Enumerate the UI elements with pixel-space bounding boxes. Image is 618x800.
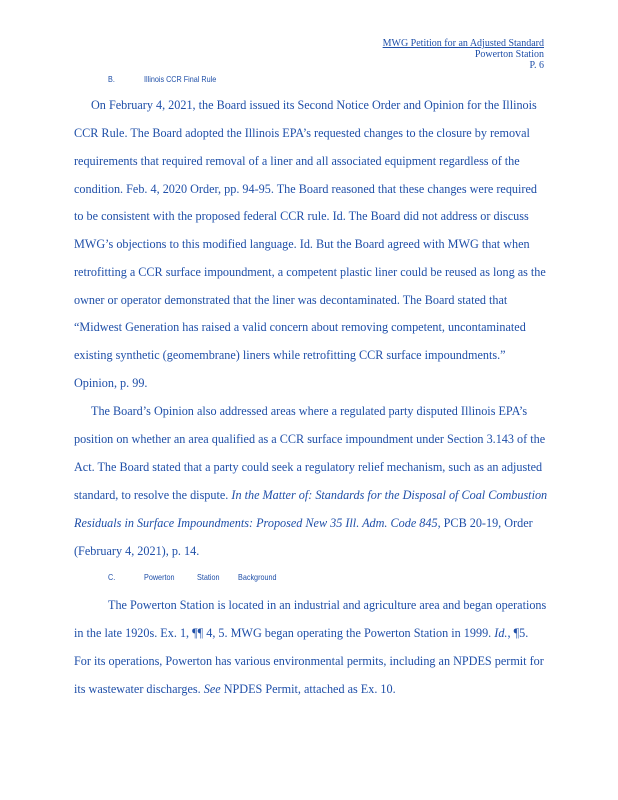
- text-line: Act. The Board stated that a party could seek a regulatory relief mechanism, such as an adjusted: [74, 460, 543, 474]
- text-line: condition. Feb. 4, 2020 Order, pp. 94-95. The Board reasoned that these changes were required: [74, 182, 537, 196]
- section-c-title-1: Powerton: [144, 572, 175, 582]
- section-c-title-3: Background: [238, 572, 277, 582]
- text-line: position on whether an area qualified as a CCR surface impoundment under Section 3.143 of the: [74, 432, 546, 446]
- section-c-letter: C.: [108, 572, 116, 582]
- text-line: requirements that required removal of a liner and all associated equipment regardless of the: [74, 154, 520, 168]
- id-citation: Id.: [494, 626, 508, 640]
- case-citation: In the Matter of: Standards for the Disposal of Coal Combustion: [231, 488, 548, 502]
- text-line: [74, 488, 547, 503]
- text-line: existing synthetic (geomembrane) liners while retrofitting CCR surface impoundments.”: [74, 348, 506, 362]
- text-line: MWG’s objections to this modified language. Id. But the Board agreed with MWG that when: [74, 237, 530, 251]
- text-run: , ¶5.: [507, 626, 529, 640]
- text-run: NPDES Permit, attached as Ex. 10.: [220, 682, 396, 696]
- text-run: in the late 1920s. Ex. 1, ¶¶ 4, 5. MWG began operating the Powerton Station in 1999.: [74, 626, 495, 640]
- text-line: [74, 516, 533, 531]
- text-run: , PCB 20-19, Order: [437, 516, 533, 530]
- section-b-letter: B.: [108, 74, 115, 84]
- text-run: its wastewater discharges.: [74, 682, 204, 696]
- running-header-station: Powerton Station: [474, 49, 544, 60]
- text-line: CCR Rule. The Board adopted the Illinois EPA’s requested changes to the closure by removal: [74, 126, 530, 140]
- text-line: For its operations, Powerton has various environmental permits, including an NPDES permit for: [74, 654, 544, 668]
- text-line: retrofitting a CCR surface impoundment, a competent plastic liner could be reused as long as the: [74, 265, 546, 279]
- text-line: Opinion, p. 99.: [74, 376, 148, 390]
- text-line: On February 4, 2021, the Board issued its Second Notice Order and Opinion for the Illinois: [91, 98, 537, 112]
- text-line: [74, 682, 396, 697]
- section-b-title: Illinois CCR Final Rule: [144, 74, 217, 84]
- text-line: to be consistent with the proposed federal CCR rule. Id. The Board did not address or discuss: [74, 209, 529, 223]
- page-number: P. 6: [529, 60, 544, 71]
- see-signal: See: [203, 682, 221, 696]
- text-line: owner or operator demonstrated that the liner was decontaminated. The Board stated that: [74, 293, 508, 307]
- case-citation: Residuals in Surface Impoundments: Proposed New 35 Ill. Adm. Code 845: [74, 516, 438, 530]
- text-line: “Midwest Generation has raised a valid concern about removing competent, uncontaminated: [74, 320, 526, 334]
- text-line: The Board’s Opinion also addressed areas where a regulated party disputed Illinois EPA’s: [91, 404, 528, 418]
- running-header-title: MWG Petition for an Adjusted Standard: [382, 38, 544, 49]
- text-run: standard, to resolve the dispute.: [74, 488, 232, 502]
- text-line: The Powerton Station is located in an industrial and agriculture area and began operations: [108, 598, 547, 612]
- section-c-title-2: Station: [197, 572, 220, 582]
- text-line: (February 4, 2021), p. 14.: [74, 544, 200, 558]
- text-line: [74, 626, 528, 641]
